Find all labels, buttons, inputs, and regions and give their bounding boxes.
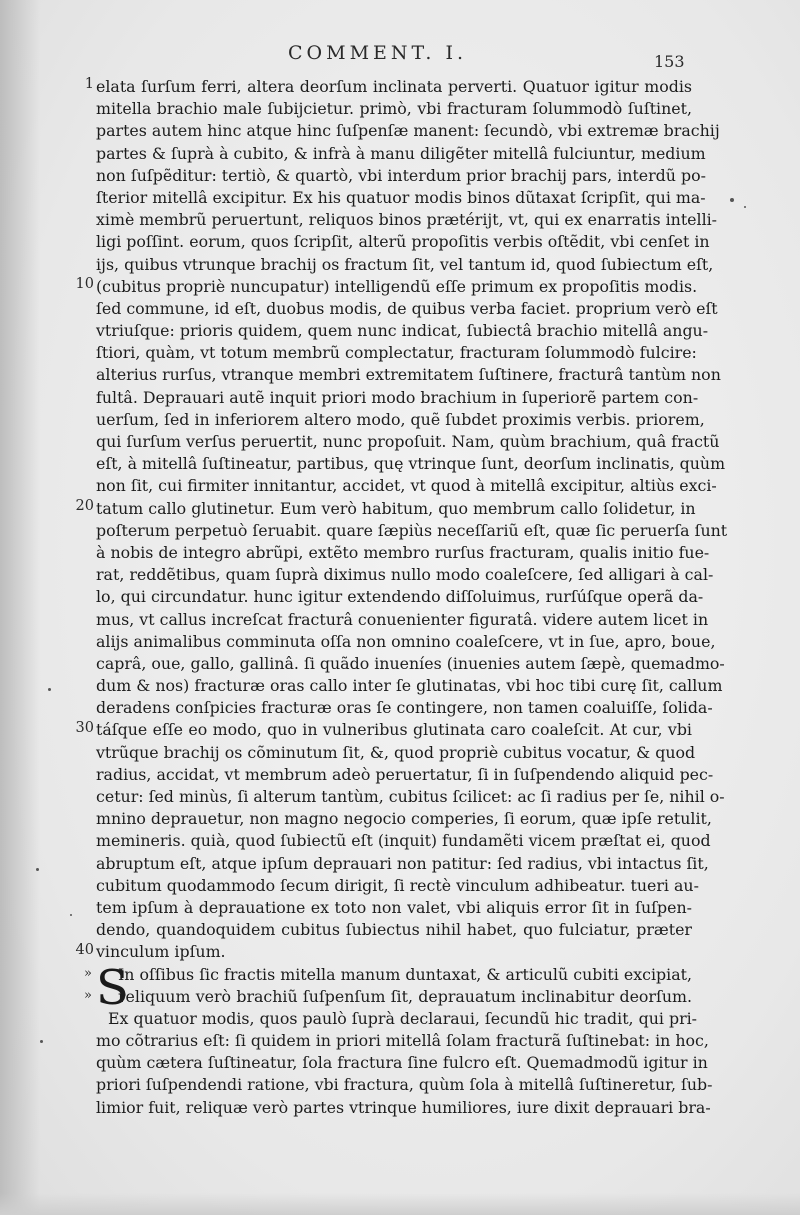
text-line: alterius rurſus, vtranque membri extremitatem ſuſtinere, fracturâ tantùm non — [96, 365, 721, 385]
text-line: non ſuſpẽditur: tertiò, & quartò, vbi interdum prior brachij pars, interdũ po- — [96, 165, 706, 185]
text-line: caprâ, oue, gallo, gallinâ. ſi quãdo inueníes (inuenies autem ſæpè, quemadmo- — [96, 653, 725, 673]
text-line: quùm cætera ſuſtineatur, ſola fractura ſine fulcro eſt. Quemadmodũ igitur in — [96, 1053, 708, 1073]
text-line: partes autem hinc atque hinc ſuſpenſæ manent: ſecundò, vbi extremæ brachij — [96, 121, 720, 141]
text-line: In oſſibus ſic fractis mitella manum duntaxat, & articulũ cubiti excipiat, — [118, 964, 692, 984]
text-line: ſtiori, quàm, vt totum membrũ complectatur, fracturam ſolummodò fulcire: — [96, 343, 697, 363]
text-line: à nobis de integro abrũpi, extẽto membro rurſus fracturam, qualis initio fue- — [96, 542, 710, 562]
text-line: poſterum perpetuò ſeruabit. quare ſæpiùs neceſſariũ eſt, quæ ſic peruerſa ſunt — [96, 520, 728, 540]
text-line: ijs, quibus vtrunque brachij os fractum ſit, vel tantum id, quod ſubiectum eſt, — [96, 254, 714, 274]
text-line: partes & ſuprà à cubito, & infrà à manu diligẽter mitellâ fulciuntur, medium — [96, 143, 706, 163]
text-line: alijs animalibus comminuta oſſa non omnino coaleſcere, vt in ſue, apro, boue, — [96, 631, 716, 651]
paper-speck — [70, 914, 72, 916]
text-line: fultâ. Deprauari autẽ inquit priori modo brachium in ſuperiorẽ partem con- — [96, 387, 699, 407]
text-line: vtrũque brachij os cõminutum ſit, &, quod propriè cubitus vocatur, & quod — [96, 742, 696, 762]
line-number-10: 10 — [75, 275, 94, 292]
text-line: priori ſuſpendendi ratione, vbi fractura, quùm ſola à mitellâ ſuſtineretur, ſub- — [96, 1075, 713, 1095]
drop-cap: S — [96, 960, 129, 1016]
text-line: tatum callo glutinetur. Eum verò habitum, quo membrum callo ſolidetur, in — [96, 498, 696, 518]
page-edge-shadow — [0, 1193, 800, 1215]
text-line: tem ipſum à deprauatione ex toto non valet, vbi aliquis error ſit in ſuſpen- — [96, 897, 692, 917]
quotation-mark: » — [84, 988, 92, 1003]
text-line: lo, qui circundatur. hunc igitur extendendo diſſoluimus, rurſúſque operã da- — [96, 587, 704, 607]
paper-speck — [48, 688, 51, 691]
text-line: táſque eſſe eo modo, quo in vulneribus glutinata caro coaleſcit. At cur, vbi — [96, 720, 692, 740]
text-line: Ex quatuor modis, quos paulò ſuprà declaraui, ſecundũ hic tradit, qui pri- — [108, 1008, 698, 1028]
text-line: uerſum, ſed in inferiorem altero modo, quẽ ſubdet proximis verbis. priorem, — [96, 409, 705, 429]
text-line: ligi poſſint. eorum, quos ſcripſit, alterũ propoſitis verbis oſtẽdit, vbi cenſet in — [96, 232, 710, 252]
text-line: (cubitus propriè nuncupatur) intelligendũ eſſe primum ex propoſitis modis. — [96, 276, 698, 296]
text-line: reliquum verò brachiũ ſuſpenſum ſit, deprauatum inclinabitur deorſum. — [118, 986, 692, 1006]
text-line: ximè membrũ peruertunt, reliquos binos prætérijt, vt, qui ex enarratis intelli- — [96, 210, 718, 230]
paper-speck — [40, 1040, 43, 1043]
text-line: qui ſurſum verſus peruertit, nunc propoſuit. Nam, quùm brachium, quâ fractũ — [96, 432, 720, 451]
text-line: cubitum quodammodo ſecum dirigit, ſi rectè vinculum adhibeatur. tueri au- — [96, 875, 699, 895]
text-line: cetur: ſed minùs, ſi alterum tantùm, cubitus ſcilicet: ac ſi radius per ſe, nihil o- — [96, 787, 725, 806]
line-number-1: 1 — [84, 76, 94, 92]
page-number: 153 — [654, 52, 685, 71]
text-line: rat, reddẽtibus, quam ſuprà diximus nullo modo coaleſcere, ſed alligari à cal- — [96, 565, 714, 585]
text-line: dendo, quandoquidem cubitus ſubiectus nihil habet, quo fulciatur, præter — [96, 920, 692, 940]
text-line: vinculum ipſum. — [96, 942, 226, 962]
text-line: mitella brachio male ſubijcietur. primò, vbi fracturam ſolummodò ſuſtinet, — [96, 99, 692, 119]
text-line: ſterior mitellâ excipitur. Ex his quatuor modis binos dũtaxat ſcripſit, qui ma- — [96, 187, 706, 207]
text-line: memineris. quià, quod ſubiectũ eſt (inquit) fundamẽti vicem præſtat ei, quod — [96, 831, 711, 851]
text-line: abruptum eſt, atque ipſum deprauari non patitur: ſed radius, vbi intactus ſit, — [96, 853, 709, 873]
body-text — [75, 76, 728, 1119]
text-line: vtriuſque: prioris quidem, quem nunc indicat, ſubiectâ brachio mitellâ angu- — [96, 321, 709, 341]
text-line: deradens conſpicies fracturæ oras ſe contingere, non tamen coaluiſſe, ſolida- — [96, 698, 713, 718]
text-line: radius, accidat, vt membrum adeò peruertatur, ſi in ſuſpendendo aliquid pec- — [96, 764, 714, 784]
running-header: COMMENT. I. — [288, 42, 468, 64]
text-line: dum & nos) fracturæ oras callo inter ſe glutinatas, vbi hoc tibi curę ſit, callum — [96, 676, 723, 696]
line-number-40: 40 — [75, 941, 94, 958]
paper-speck — [36, 868, 39, 871]
line-number-30: 30 — [75, 719, 94, 736]
text-line: mo cõtrarius eſt: ſi quidem in priori mitellâ ſolam fracturã ſuſtinebat: in hoc, — [96, 1031, 709, 1051]
text-line: eſt, à mitellâ ſuſtineatur, partibus, quę vtrinque ſunt, deorſum inclinatis, quùm — [96, 454, 726, 474]
text-line: ſed commune, id eſt, duobus modis, de quibus verba faciet. proprium verò eſt — [96, 298, 718, 318]
quotation-mark: » — [84, 966, 92, 981]
text-line: mus, vt callus increſcat fracturâ conuenienter figuratâ. videre autem licet in — [96, 609, 709, 629]
text-line: non ſit, cui firmiter innitantur, accidet, vt quod à mitellâ excipitur, altiùs exci- — [96, 476, 717, 496]
paper-speck — [730, 198, 734, 202]
paper-speck — [744, 206, 746, 208]
text-line: elata ſurſum ferri, altera deorſum inclinata perverti. Quatuor igitur modis — [96, 77, 692, 96]
text-line: mnino deprauetur, non magno negocio comperies, ſi eorum, quæ ipſe retulit, — [96, 809, 712, 829]
spine-shadow — [0, 0, 40, 1215]
line-number-20: 20 — [75, 497, 94, 514]
text-line: limior fuit, reliquæ verò partes vtrinque humiliores, iure dixit deprauari bra- — [96, 1097, 711, 1117]
